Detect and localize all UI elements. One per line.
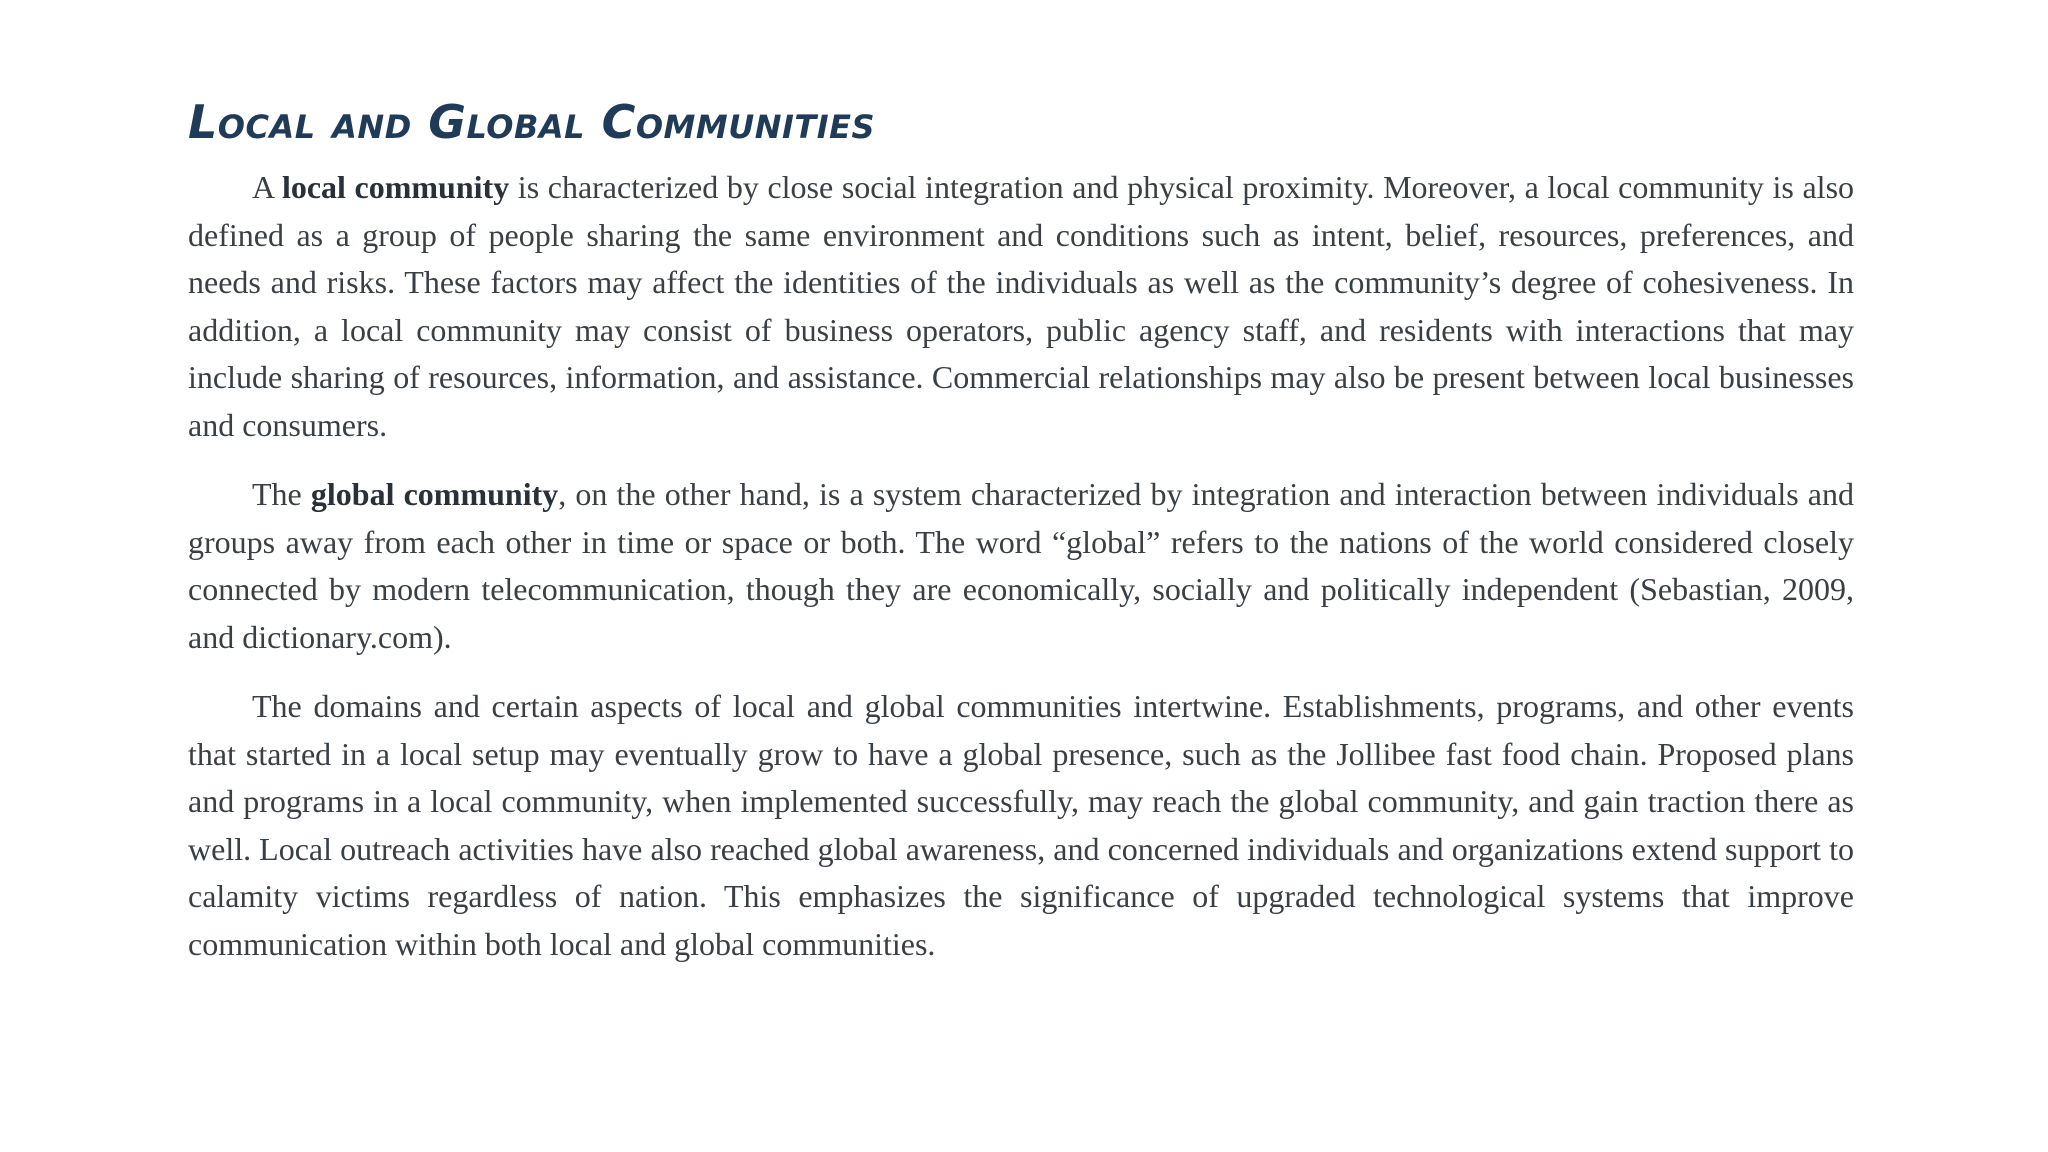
paragraph-intertwine <box>188 683 1854 968</box>
section-title: Local and Global Communities <box>188 95 876 149</box>
term-global-community: global community <box>310 476 559 512</box>
document-page <box>188 94 1854 990</box>
paragraph-global-community <box>188 471 1854 661</box>
paragraph-lead-text: The <box>252 476 311 512</box>
paragraph-body-text: The domains and certain aspects of local and global communities intertwine. Establishments, programs, and other events that started in a local setup may eventually grow to have a global presence, such as the Jollibee fast food chain. Proposed plans and programs in a local community, when implemented successfully, may reach the global community, and gain traction there as well. Local outreach activities have also reached global awareness, and concerned individuals and organizations extend support to calamity victims regardless of nation. This emphasizes the significance of upgraded technological systems that improve communication within both local and global communities. <box>188 688 1854 962</box>
paragraph-body-text: , on the other hand, is a system characterized by integration and interaction between individuals and groups away from each other in time or space or both. The word “global” refers to the nations of the world considered closely connected by modern telecommunication, though they are economically, socially and politically independent (Sebastian, 2009, and dictionary.com). <box>188 476 1855 655</box>
term-local-community: local community <box>281 169 510 205</box>
paragraph-lead-text: A <box>252 169 282 205</box>
paragraph-local-community <box>188 164 1854 449</box>
paragraph-body-text: is characterized by close social integration and physical proximity. Moreover, a local community is also defined as a group of people sharing the same environment and conditions such as intent, belief, resources, preferences, and needs and risks. These factors may affect the identities of the individuals as well as the community’s degree of cohesiveness. In addition, a local community may consist of business operators, public agency staff, and residents with interactions that may include sharing of resources, information, and assistance. Commercial relationships may also be present between local businesses and consumers. <box>188 169 1855 443</box>
